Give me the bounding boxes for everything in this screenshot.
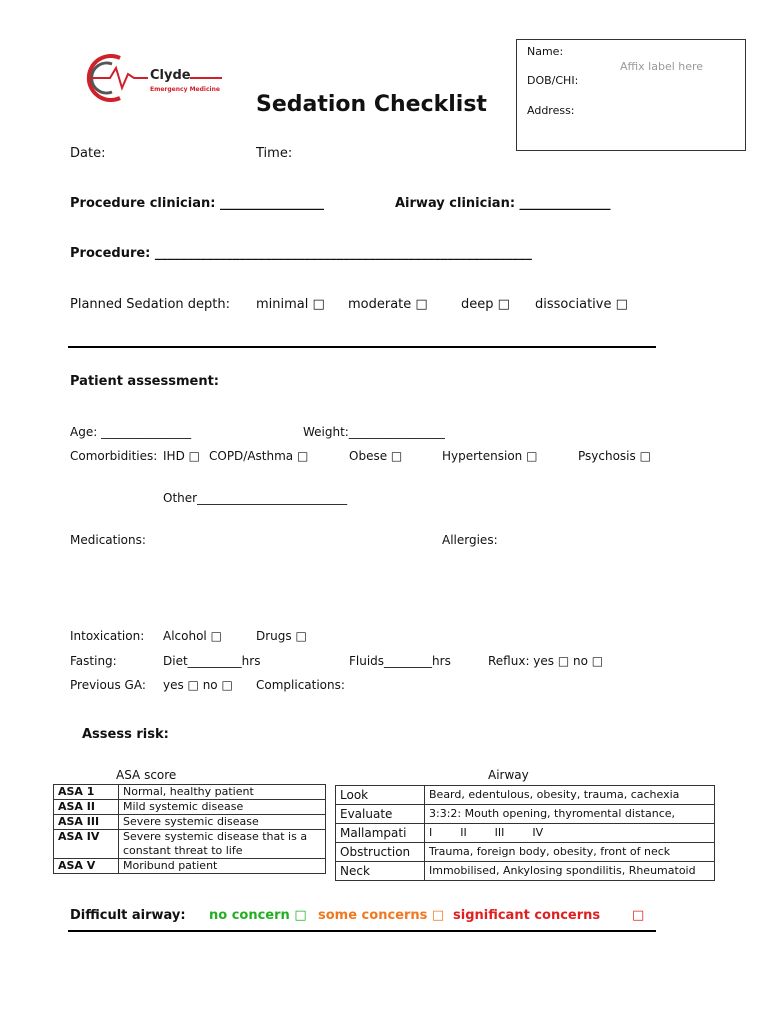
asa-desc: Severe systemic disease [119,815,326,830]
label-affix: Affix label here [620,60,704,73]
asa-desc: Normal, healthy patient [119,785,326,800]
sedation-dissociative-checkbox[interactable]: dissociative □ [535,297,628,312]
allergies-label: Allergies: [442,533,498,547]
sedation-depth-label: Planned Sedation depth: [70,297,230,312]
table-row [54,785,326,800]
logo-subtitle: Emergency Medicine [150,86,220,93]
asa-grade: ASA III [54,815,119,830]
comorbidity-hypertension-checkbox[interactable]: Hypertension □ [442,449,538,463]
airway-clinician[interactable]: Airway clinician: ______________ [395,196,611,211]
label-dob: DOB/CHI: [527,74,579,87]
table-row [336,843,715,862]
comorbidity-ihd-checkbox[interactable]: IHD □ [163,449,200,463]
table-row [336,862,715,881]
previous-ga-label: Previous GA: [70,678,146,692]
intoxication-label: Intoxication: [70,629,145,643]
airway-table [335,785,715,881]
medications-label: Medications: [70,533,146,547]
no-concern-checkbox[interactable]: no concern □ [209,908,307,923]
asa-grade: ASA 1 [54,785,119,800]
clyde-logo [80,52,230,107]
asa-desc: Mild systemic disease [119,800,326,815]
asa-grade: ASA V [54,859,119,874]
difficult-airway-label: Difficult airway: [70,908,186,923]
divider [68,346,656,348]
airway-desc: I II III IV [425,824,715,843]
significant-concerns-checkbox[interactable]: □ [632,908,645,923]
airway-key: Neck [336,862,425,881]
asa-title: ASA score [116,768,177,782]
airway-title: Airway [488,768,529,782]
previous-ga-checkbox[interactable]: yes □ no □ [163,678,233,692]
bottom-divider [68,930,656,932]
airway-key: Look [336,786,425,805]
intoxication-drugs-checkbox[interactable]: Drugs □ [256,629,307,643]
procedure-field[interactable]: Procedure: __________________________________________________________ [70,246,532,261]
airway-desc: Immobilised, Ankylosing spondilitis, Rheumatoid [425,862,715,881]
weight-field[interactable]: Weight:________________ [303,425,445,439]
fasting-fluids-field[interactable]: Fluids________hrs [349,654,451,668]
complications-label: Complications: [256,678,345,692]
some-concerns-checkbox[interactable]: some concerns □ [318,908,445,923]
airway-key: Mallampati [336,824,425,843]
procedure-clinician[interactable]: Procedure clinician: ________________ [70,196,324,211]
intoxication-alcohol-checkbox[interactable]: Alcohol □ [163,629,222,643]
assess-risk-heading: Assess risk: [82,727,169,742]
patient-label-box [516,39,746,151]
time-label: Time: [256,146,293,161]
comorbidity-copd-checkbox[interactable]: COPD/Asthma □ [209,449,309,463]
airway-desc: Beard, edentulous, obesity, trauma, cachexia [425,786,715,805]
comorbidity-psychosis-checkbox[interactable]: Psychosis □ [578,449,651,463]
comorbidity-other-field[interactable]: Other_________________________ [163,491,348,505]
table-row [54,815,326,830]
label-name: Name: [527,45,564,58]
patient-assessment-heading: Patient assessment: [70,374,220,389]
airway-key: Evaluate [336,805,425,824]
reflux-checkbox[interactable]: Reflux: yes □ no □ [488,654,604,668]
significant-concerns-label[interactable]: significant concerns [453,908,601,923]
asa-desc: Severe systemic disease that is a constant threat to life [119,830,326,859]
table-row [336,805,715,824]
asa-table [53,784,326,874]
sedation-deep-checkbox[interactable]: deep □ [461,297,510,312]
asa-grade: ASA II [54,800,119,815]
table-row [54,830,326,859]
page-title: Sedation Checklist [256,92,487,117]
asa-desc: Moribund patient [119,859,326,874]
airway-key: Obstruction [336,843,425,862]
table-row [336,786,715,805]
fasting-label: Fasting: [70,654,117,668]
airway-desc: 3:3:2: Mouth opening, thyromental distance, [425,805,715,824]
asa-grade: ASA IV [54,830,119,859]
date-label: Date: [70,146,106,161]
comorbidity-obese-checkbox[interactable]: Obese □ [349,449,403,463]
label-address: Address: [527,104,575,117]
airway-desc: Trauma, foreign body, obesity, front of neck [425,843,715,862]
table-row [54,859,326,874]
logo-brand: Clyde [150,68,191,83]
age-field[interactable]: Age: _______________ [70,425,192,439]
sedation-minimal-checkbox[interactable]: minimal □ [256,297,325,312]
sedation-moderate-checkbox[interactable]: moderate □ [348,297,428,312]
fasting-diet-field[interactable]: Diet_________hrs [163,654,261,668]
table-row [54,800,326,815]
table-row [336,824,715,843]
comorbidities-label: Comorbidities: [70,449,158,463]
